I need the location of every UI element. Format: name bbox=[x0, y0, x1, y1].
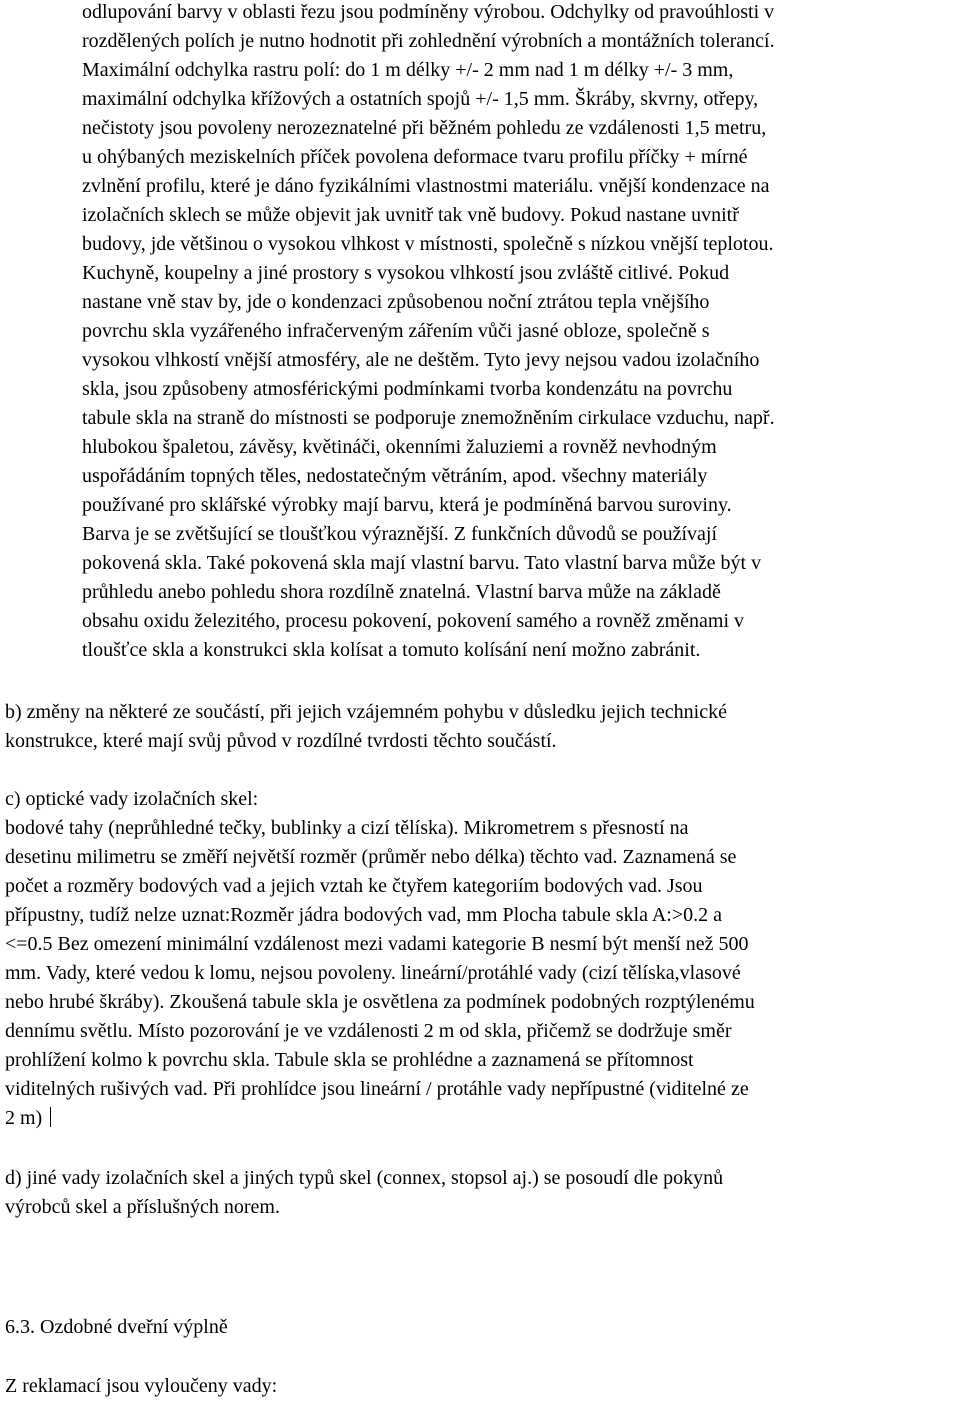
text-line: tloušťce skla a konstrukci skla kolísat a tomuto kolísání není možno zabránit. bbox=[82, 639, 701, 661]
text-line: Barva je se zvětšující se tloušťkou výraznější. Z funkčních důvodů se používají bbox=[82, 523, 718, 545]
text-line: budovy, jde většinou o vysokou vlhkost v místnosti, společně s nízkou vnější teplotou. bbox=[82, 233, 774, 255]
text-line: používané pro sklářské výrobky mají barvu, která je podmíněná barvou suroviny. bbox=[82, 494, 732, 516]
text-line-last bbox=[5, 1106, 51, 1130]
text-line: maximální odchylka křížových a ostatních spojů +/- 1,5 mm. Škráby, skvrny, otřepy, bbox=[82, 88, 759, 110]
text-line: přípustny, tudíž nelze uznat:Rozměr jádra bodových vad, mm Plocha tabule skla A:>0.2 a bbox=[5, 904, 723, 926]
text-line: desetinu milimetru se změří největší rozměr (průměr nebo délka) těchto vad. Zaznamená se bbox=[5, 846, 737, 868]
text-line: tabule skla na straně do místnosti se podporuje znemožněním cirkulace vzduchu, např. bbox=[82, 407, 775, 429]
text-line: skla, jsou způsobeny atmosférickými podmínkami tvorba kondenzátu na povrchu bbox=[82, 378, 733, 400]
text-line: dennímu světlu. Místo pozorování je ve vzdálenosti 2 m od skla, přičemž se dodržuje směr bbox=[5, 1020, 732, 1042]
text-line: viditelných rušivých vad. Při prohlídce jsou lineární / protáhle vady nepřípustné (viditelné ze bbox=[5, 1078, 749, 1100]
text-line: <=0.5 Bez omezení minimální vzdálenost mezi vadami kategorie B nesmí být menší než 500 bbox=[5, 933, 749, 955]
text-line: Kuchyně, koupelny a jiné prostory s vysokou vlhkostí jsou zvláště citlivé. Pokud bbox=[82, 262, 730, 284]
text-line: průhledu anebo pohledu shora rozdílně znatelná. Vlastní barva může na základě bbox=[82, 581, 721, 603]
text-line: počet a rozměry bodových vad a jejich vztah ke čtyřem kategoriím bodových vad. Jsou bbox=[5, 875, 703, 897]
text-line: uspořádáním topných těles, nedostatečným větráním, apod. všechny materiály bbox=[82, 465, 708, 487]
text-cursor bbox=[50, 1107, 51, 1127]
text-line: nebo hrubé škráby). Zkoušená tabule skla je osvětlena za podmínek podobných rozptýlenému bbox=[5, 991, 755, 1013]
text-line: vysokou vlhkostí vnější atmosféry, ale ne deštěm. Tyto jevy nejsou vadou izolačního bbox=[82, 349, 760, 371]
text-line: nečistoty jsou povoleny nerozeznatelné při běžném pohledu ze vzdálenosti 1,5 metru, bbox=[82, 117, 767, 139]
text-line: nastane vně stav by, jde o kondenzaci způsobenou noční ztrátou tepla vnějšího bbox=[82, 291, 710, 313]
text-line: d) jiné vady izolačních skel a jiných typů skel (connex, stopsol aj.) se posoudí dle pokynů bbox=[5, 1167, 724, 1189]
text-line: konstrukce, které mají svůj původ v rozdílné tvrdosti těchto součástí. bbox=[5, 730, 557, 752]
text-line: výrobců skel a příslušných norem. bbox=[5, 1196, 280, 1218]
text-line: hlubokou špaletou, závěsy, květináči, okenními žaluziemi a rovněž nevhodným bbox=[82, 436, 717, 458]
section-heading: 6.3. Ozdobné dveřní výplně bbox=[5, 1316, 228, 1338]
text-line-content: 2 m) bbox=[5, 1107, 43, 1129]
text-line: b) změny na některé ze součástí, při jejich vzájemném pohybu v důsledku jejich technické bbox=[5, 701, 727, 723]
paragraph-heading: c) optické vady izolačních skel: bbox=[5, 788, 259, 810]
exclusions-intro: Z reklamací jsou vyloučeny vady: bbox=[5, 1375, 278, 1397]
text-line: mm. Vady, které vedou k lomu, nejsou povoleny. lineární/protáhlé vady (cizí tělíska,vlasové bbox=[5, 962, 741, 984]
text-line: odlupování barvy v oblasti řezu jsou podmíněny výrobou. Odchylky od pravoúhlosti v bbox=[82, 1, 775, 23]
text-line: rozdělených polích je nutno hodnotit při zohlednění výrobních a montážních tolerancí. bbox=[82, 30, 775, 52]
text-line: u ohýbaných meziskelních příček povolena deformace tvaru profilu příčky + mírné bbox=[82, 146, 748, 168]
text-line: bodové tahy (neprůhledné tečky, bublinky a cizí tělíska). Mikrometrem s přesností na bbox=[5, 817, 689, 839]
text-line: povrchu skla vyzářeného infračerveným zářením vůči jasné obloze, společně s bbox=[82, 320, 710, 342]
text-line: zvlnění profilu, které je dáno fyzikálními vlastnostmi materiálu. vnější kondenzace na bbox=[82, 175, 770, 197]
text-line: obsahu oxidu železitého, procesu pokovení, pokovení samého a rovněž změnami v bbox=[82, 610, 745, 632]
text-line: izolačních sklech se může objevit jak uvnitř tak vně budovy. Pokud nastane uvnitř bbox=[82, 204, 739, 226]
text-line: prohlížení kolmo k povrchu skla. Tabule skla se prohlédne a zaznamená se přítomnost bbox=[5, 1049, 694, 1071]
text-line: pokovená skla. Také pokovená skla mají vlastní barvu. Tato vlastní barva může být v bbox=[82, 552, 762, 574]
text-line: Maximální odchylka rastru polí: do 1 m délky +/- 2 mm nad 1 m délky +/- 3 mm, bbox=[82, 59, 734, 81]
